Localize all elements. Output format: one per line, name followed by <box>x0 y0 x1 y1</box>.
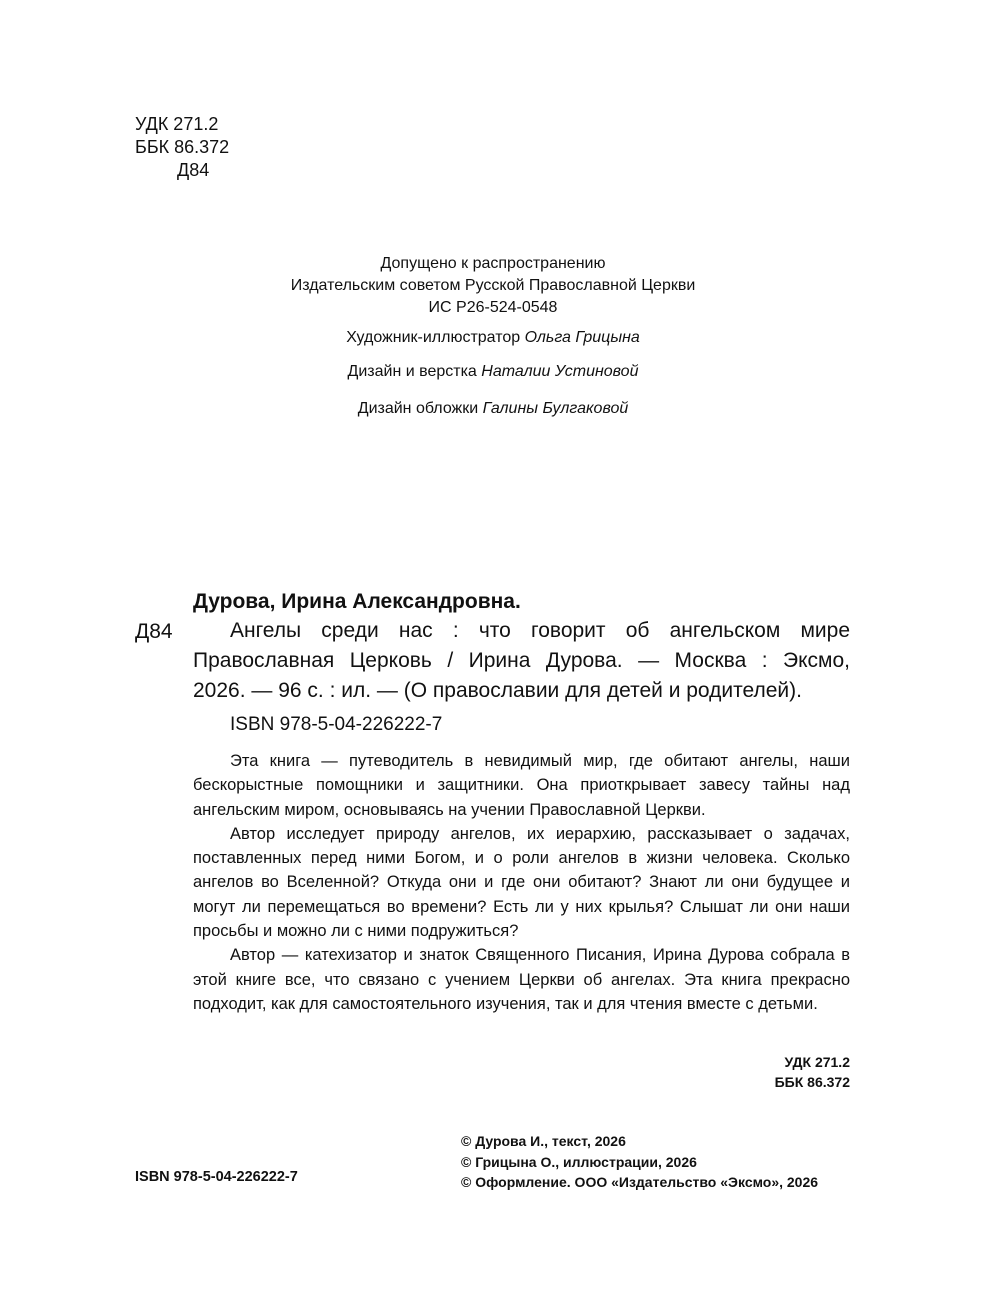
credit-role: Дизайн и верстка <box>347 363 477 380</box>
bibliography-line-3: 2026. — 96 с. : ил. — (О православии для детей и родителей). <box>193 679 802 702</box>
copyright-design: © Оформление. ООО «Издательство «Эксмо», 2026 <box>461 1174 819 1190</box>
copyright-text: © Дурова И., текст, 2026 <box>461 1133 626 1149</box>
credit-name: Наталии Устиновой <box>481 363 639 380</box>
credit-name: Галины Булгаковой <box>482 400 629 417</box>
footer-udk: УДК 271.2 <box>784 1054 850 1070</box>
bibliography-code: Д84 <box>135 620 173 643</box>
footer-bbk: ББК 86.372 <box>774 1074 850 1090</box>
bibliography-isbn: ISBN 978-5-04-226222-7 <box>230 714 443 735</box>
approval-line-1: Допущено к распространению <box>380 255 606 272</box>
credit-layout <box>0 361 986 383</box>
copyright-illustrations: © Грицына О., иллюстрации, 2026 <box>461 1153 697 1170</box>
approval-line-3: ИС Р26-524-0548 <box>428 299 558 316</box>
credit-name: Ольга Грицына <box>524 329 640 346</box>
udk-code: УДК 271.2 <box>135 114 219 134</box>
annotation <box>193 749 850 1016</box>
bibliography-line-2: Православная Церковь / Ирина Дурова. — Москва : Эксмо, <box>193 649 850 672</box>
classification-block <box>135 113 229 182</box>
author-sign: Д84 <box>177 160 210 180</box>
copyright-block <box>461 1131 818 1193</box>
approval-block <box>0 253 986 319</box>
footer-isbn: ISBN 978-5-04-226222-7 <box>135 1169 298 1185</box>
bibliography-line-1: Ангелы среди нас : что говорит об ангельском мире <box>230 619 850 642</box>
bbk-code: ББК 86.372 <box>135 137 230 157</box>
footer-classification <box>690 1052 850 1092</box>
author-heading: Дурова, Ирина Александровна. <box>193 590 521 613</box>
credit-cover <box>0 398 986 420</box>
credit-illustrator <box>0 327 986 349</box>
credit-role: Дизайн обложки <box>357 400 479 417</box>
credit-role: Художник-иллюстратор <box>346 329 521 346</box>
approval-line-2: Издательским советом Русской Православной Церкви <box>290 277 696 294</box>
annotation-paragraph-2: Автор исследует природу ангелов, их иерархию, рассказывает о задачах, поставленных перед ними Богом, и о роли ангелов в жизни человека. Сколько ангелов во Вселенной? Откуда они и где они обитают? Знают ли они будущее и могут ли перемещаться во времени? Есть ли у них крылья? Слышат ли они наши просьбы и можно ли с ними подружиться? <box>193 824 850 941</box>
annotation-paragraph-3: Автор — катехизатор и знаток Священного Писания, Ирина Дурова собрала в этой книге все, что связано с учением Церкви об ангелах. Эта книга прекрасно подходит, как для самостоятельного изучения, так и для чтения вместе с детьми. <box>193 946 850 1013</box>
bibliography-record <box>193 616 850 706</box>
annotation-paragraph-1: Эта книга — путеводитель в невидимый мир, где обитают ангелы, наши бескорыстные помощники и защитники. Она приоткрывает завесу тайны над ангельским миром, основываясь на учении Православной Церкви. <box>193 752 850 819</box>
